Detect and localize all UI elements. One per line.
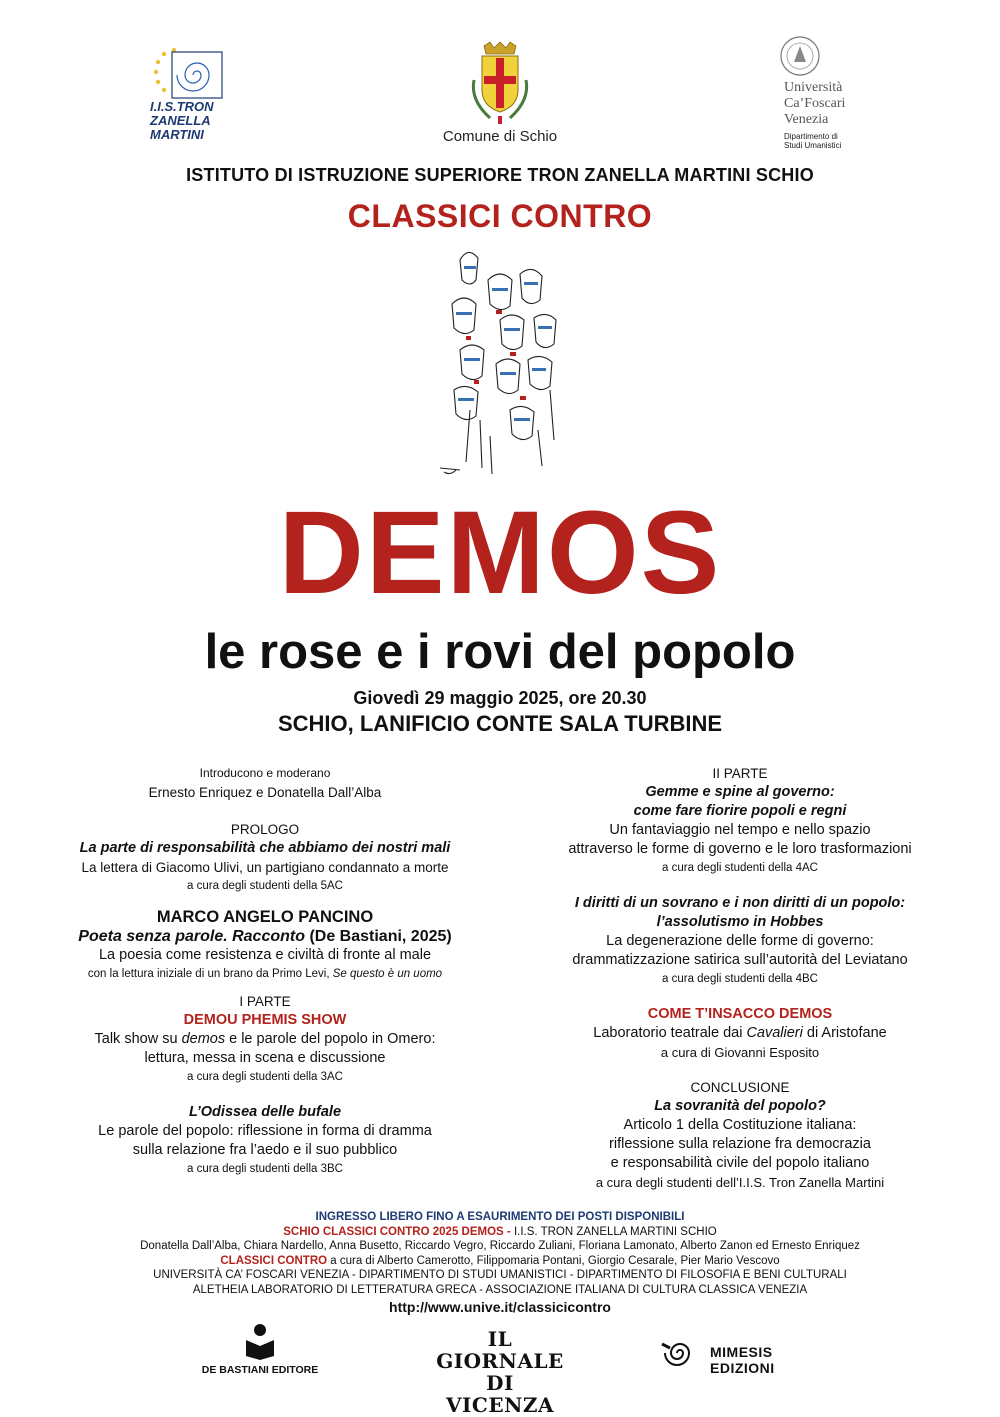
cafoscari-line3: Venezia (784, 112, 829, 127)
de-bastiani-logo (190, 1322, 330, 1382)
odissea-title-rest: delle bufale (257, 1104, 342, 1120)
conclusione-title: La sovranità del popolo? (654, 1098, 826, 1114)
university-seal-icon (778, 34, 822, 78)
book-title: Poeta senza parole. Racconto (78, 928, 305, 945)
prologo-desc: La lettera di Giacomo Ulivi, un partigiano condannato a morte (81, 860, 449, 875)
conclusione-desc1: Articolo 1 della Costituzione italiana: (623, 1117, 857, 1133)
organizer-rest: I.I.S. TRON ZANELLA MARTINI SCHIO (513, 1225, 717, 1238)
insacco-desc-b: di Aristofane (802, 1025, 887, 1041)
insacco-credit: a cura di Giovanni Esposito (660, 1045, 820, 1060)
curators-red: CLASSICI CONTRO (220, 1254, 328, 1267)
book-publisher: (De Bastiani, 2025) (305, 928, 452, 945)
event-subtitle: le rose e i rovi del popolo (204, 625, 796, 679)
series-title: CLASSICI CONTRO (347, 198, 653, 234)
tron-line2: ZANELLA (150, 113, 211, 128)
parte2-title2: come fare fiorire popoli e regni (633, 803, 847, 819)
insacco-title: COME T’INSACCO DEMOS (647, 1006, 833, 1022)
parte2-desc2: attraverso le forme di governo e le loro trasformazioni (568, 841, 912, 857)
ca-foscari-logo (778, 34, 888, 154)
school-emblem-icon (150, 44, 232, 104)
institute-name: ISTITUTO DI ISTRUZIONE SUPERIORE TRON ZANELLA MARTINI SCHIO (186, 165, 814, 185)
free-entry-notice: INGRESSO LIBERO FINO A ESAURIMENTO DEI POSTI DISPONIBILI (315, 1211, 685, 1223)
comune-label: Comune di Schio (442, 128, 558, 145)
prologo-label: PROLOGO (230, 822, 300, 837)
conclusione-credit: a cura degli studenti dell’I.I.S. Tron Zanella Martini (595, 1175, 885, 1190)
parte2-label: II PARTE (712, 766, 768, 781)
diritti-title2: l’assolutismo in Hobbes (656, 914, 824, 930)
parte1-credit: a cura degli studenti della 3AC (187, 1071, 343, 1083)
giornale-di-vicenza-logo (430, 1327, 570, 1417)
parte1-desc1-a: Talk show su (94, 1031, 182, 1047)
conclusione-desc3: e responsabilità civile del popolo italiano (610, 1155, 870, 1171)
reading-title: Se questo è un uomo (332, 968, 443, 980)
diritti-desc1: La degenerazione delle forme di governo: (606, 933, 874, 949)
odissea-credit: a cura degli studenti della 3BC (187, 1163, 343, 1175)
organizer-line (0, 1225, 1000, 1240)
program-right-column (515, 764, 965, 1192)
diritti-title1: I diritti di un sovrano e i non diritti di un popolo: (574, 895, 906, 911)
diritti-credit: a cura degli studenti della 4BC (662, 973, 818, 985)
parte1-desc1 (30, 1030, 500, 1049)
insacco-desc-a: Laboratorio teatrale dai (593, 1025, 747, 1041)
pancino-reading (30, 965, 500, 984)
intro-label: Introducono e moderano (199, 766, 331, 780)
cafoscari-line1: Università (784, 80, 843, 95)
insacco-desc-em: Cavalieri (746, 1025, 803, 1041)
insacco-desc (515, 1024, 965, 1043)
odissea-desc1: Le parole del popolo: riflessione in forma di dramma (98, 1123, 432, 1139)
cafoscari-dip2: Studi Umanistici (784, 141, 842, 150)
curators-rest: a cura di Alberto Camerotto, Filippomaria Pontani, Giorgio Cesarale, Pier Mario Vescovo (327, 1254, 780, 1267)
tron-zanella-martini-logo (150, 44, 232, 144)
speaker-name: MARCO ANGELO PANCINO (156, 908, 374, 926)
mimesis-label: MIMESIS EDIZIONI (710, 1344, 775, 1376)
parte1-show: DEMOU PHEMIS SHOW (183, 1012, 347, 1028)
parte1-desc1-em: demos (181, 1031, 226, 1047)
crowd-illustration (430, 240, 570, 480)
parte1-desc1-b: e le parole del popolo in Omero: (225, 1031, 436, 1047)
pancino-desc: La poesia come resistenza e civiltà di fronte al male (98, 947, 432, 963)
tron-line3: MARTINI (150, 127, 204, 142)
event-date: Giovedì 29 maggio 2025, ore 20.30 (353, 688, 647, 708)
spiral-icon (660, 1336, 700, 1370)
prologo-credit: a cura degli studenti della 5AC (187, 880, 343, 892)
de-bastiani-label: DE BASTIANI EDITORE (201, 1364, 319, 1376)
curators-line (0, 1254, 1000, 1269)
prologo-title: La parte di responsabilità che abbiamo dei nostri mali (79, 840, 451, 856)
university-line: UNIVERSITÀ CA’ FOSCARI VENEZIA - DIPARTIMENTO DI STUDI UMANISTICI - DIPARTIMENTO DI FILOSOFIA E BENI CULTURALI (153, 1269, 847, 1281)
odissea-title-em: L’Odissea (188, 1104, 258, 1120)
reading-text: con la lettura iniziale di un brano da Primo Levi, (87, 968, 333, 980)
cafoscari-line2: Ca’Foscari (784, 96, 846, 111)
event-venue: SCHIO, LANIFICIO CONTE SALA TURBINE (277, 711, 723, 736)
coat-of-arms-icon (460, 40, 540, 126)
odissea-desc2: sulla relazione fra l’aedo e il suo pubblico (132, 1142, 398, 1158)
parte1-desc2: lettura, messa in scena e discussione (144, 1050, 386, 1066)
cafoscari-dip1: Dipartimento di (784, 132, 838, 141)
program-left-column (30, 764, 500, 1179)
book-line (30, 927, 500, 946)
website-link[interactable]: http://www.unive.it/classicicontro (389, 1299, 611, 1315)
footer-credits (0, 1210, 1000, 1317)
parte1-label: I PARTE (239, 994, 291, 1009)
mimesis-logo (660, 1336, 840, 1376)
aletheia-line: ALETHEIA LABORATORIO DI LETTERATURA GRECA - ASSOCIAZIONE ITALIANA DI CULTURA CLASSICA VENEZIA (192, 1283, 808, 1296)
reader-icon (240, 1322, 280, 1362)
parte2-desc1: Un fantaviaggio nel tempo e nello spazio (609, 822, 871, 838)
intro-names: Ernesto Enriquez e Donatella Dall’Alba (148, 785, 382, 800)
odissea-title (30, 1103, 500, 1122)
parte2-title1: Gemme e spine al governo: (645, 784, 835, 800)
conclusione-desc2: riflessione sulla relazione fra democrazia (609, 1136, 871, 1152)
diritti-desc2: drammatizzazione satirica sull’autorità del Leviatano (572, 952, 908, 968)
people-list: Donatella Dall’Alba, Chiara Nardello, Anna Busetto, Riccardo Vegro, Riccardo Zuliani, Floriana Lamonato, Alberto Zanon ed Ernesto Enriquez (140, 1240, 860, 1252)
parte2-credit: a cura degli studenti della 4AC (662, 862, 818, 874)
organizer-red: SCHIO CLASSICI CONTRO 2025 DEMOS - (283, 1225, 514, 1238)
giornale-line1: IL GIORNALE (436, 1327, 564, 1373)
tron-line1: I.I.S.TRON (150, 99, 214, 114)
comune-di-schio-logo (420, 40, 580, 150)
conclusione-label: CONCLUSIONE (690, 1080, 790, 1095)
giornale-line2: DI VICENZA (446, 1371, 554, 1417)
event-title: DEMOS (278, 487, 722, 619)
